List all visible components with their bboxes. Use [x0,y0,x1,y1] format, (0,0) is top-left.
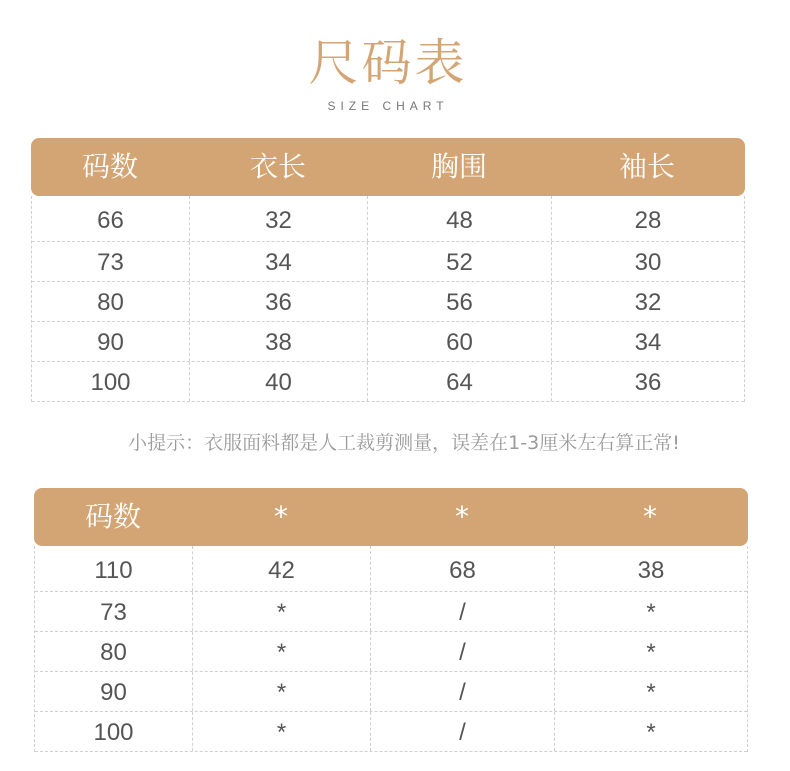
table-body [34,546,748,752]
table-cell: 38 [190,322,368,361]
table-row [32,242,744,282]
table-cell: 110 [35,546,193,591]
table-cell: 100 [35,712,193,751]
table-cell: / [371,632,555,671]
table-cell: / [371,712,555,751]
table-cell: 64 [368,362,552,401]
table-cell: 32 [190,196,368,241]
table-cell: 36 [634,369,662,396]
table-cell: * [193,672,371,711]
page-title: 尺码表 [308,34,468,92]
table-cell: 30 [634,249,662,276]
header-cell-size: 码数 [81,150,138,183]
table-cell: * [193,712,371,751]
table-cell: * [646,679,656,706]
table-cell: 28 [634,207,662,234]
table-cell: * [646,639,656,666]
header-cell-length: 衣长 [249,150,306,183]
table-cell: * [646,599,656,626]
table-cell: 60 [368,322,552,361]
table-header [34,488,748,546]
table-cell: 48 [368,196,552,241]
table-row [35,592,747,632]
table-cell: 32 [634,289,662,316]
table-cell: 80 [35,632,193,671]
table-cell: 38 [637,557,665,584]
table-row [35,672,747,712]
table-header [31,138,745,196]
table-cell: / [371,592,555,631]
table-row [32,196,744,242]
header-cell-chest: 胸围 [430,150,487,183]
table-cell: 90 [35,672,193,711]
table-cell: 90 [32,322,190,361]
header-cell-sleeve: 袖长 [618,150,675,183]
table-cell: * [646,719,656,746]
table-cell: 42 [193,546,371,591]
table-body [31,196,745,402]
header-cell-size: 码数 [84,500,141,533]
table-cell: 52 [368,242,552,281]
table-cell: 73 [32,242,190,281]
table-cell: 100 [32,362,190,401]
table-cell: 34 [634,329,662,356]
table-cell: 80 [32,282,190,321]
table-cell: 40 [190,362,368,401]
table-cell: 34 [190,242,368,281]
header-cell-col-2: * [455,500,469,533]
table-cell: 66 [32,196,190,241]
table-cell: 68 [371,546,555,591]
table-row [32,282,744,322]
table-row [35,546,747,592]
measurement-tip: 小提示：衣服面料都是人工裁剪测量，误差在1-3厘米左右算正常! [128,432,680,454]
table-row [35,632,747,672]
header-cell-col-1: * [274,500,288,533]
table-cell: 56 [368,282,552,321]
table-cell: 36 [190,282,368,321]
table-cell: * [193,592,371,631]
page-subtitle: SIZE CHART [327,99,449,113]
size-table-1 [31,138,745,402]
table-cell: 73 [35,592,193,631]
size-table-2 [34,488,748,752]
table-row [32,322,744,362]
table-row [35,712,747,752]
header-cell-col-3: * [643,500,657,533]
table-cell: / [371,672,555,711]
table-cell: * [193,632,371,671]
table-row [32,362,744,402]
